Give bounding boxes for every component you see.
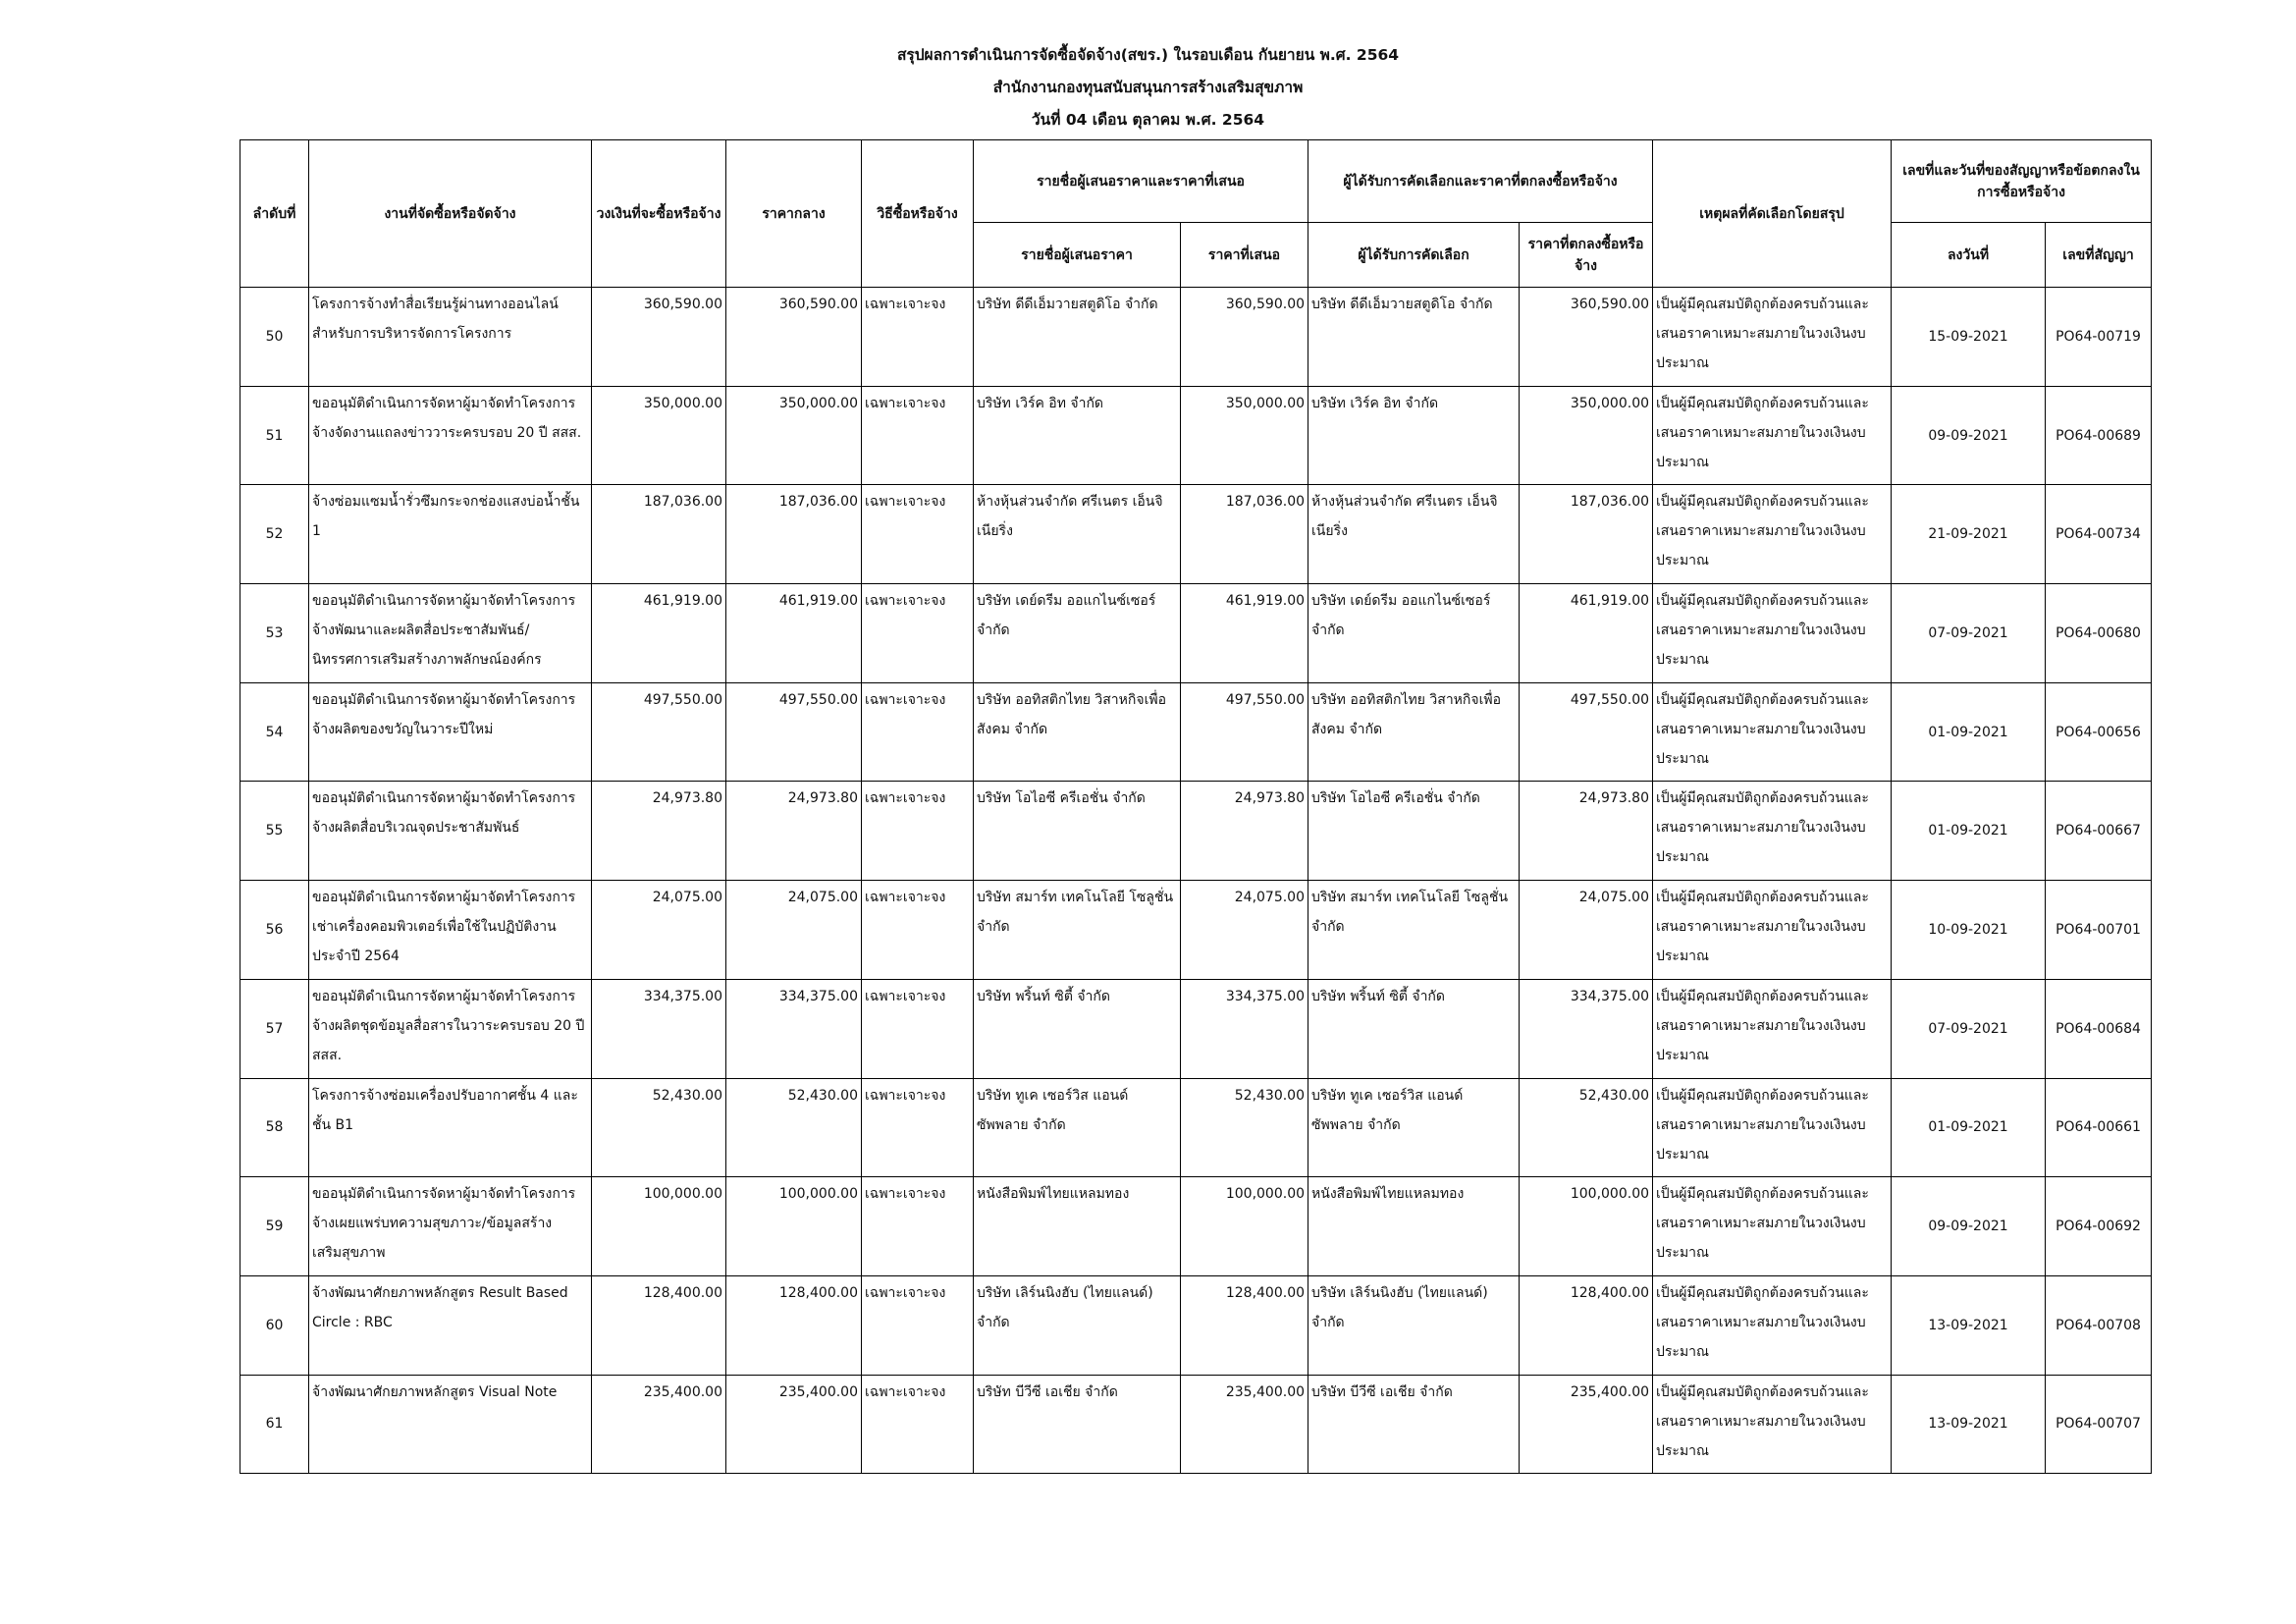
table-row [240, 1275, 2152, 1375]
cell-contract-date: 09-09-2021 [1892, 386, 2046, 485]
cell-contract-no: PO64-00692 [2046, 1177, 2152, 1276]
cell-selected-name: บริษัท บีวีซี เอเชีย จำกัด [1308, 1375, 1520, 1474]
cell-contract-no: PO64-00689 [2046, 386, 2152, 485]
table-row [240, 288, 2152, 387]
agency-name: สำนักงานกองทุนสนับสนุนการสร้างเสริมสุขภาพ [992, 79, 1304, 96]
cell-bid-price: 334,375.00 [1181, 979, 1308, 1078]
cell-budget: 100,000.00 [592, 1177, 726, 1276]
cell-contract-date: 10-09-2021 [1892, 881, 2046, 980]
cell-no: 59 [240, 1177, 309, 1276]
report-date: วันที่ 04 เดือน ตุลาคม พ.ศ. 2564 [1031, 111, 1265, 129]
cell-method: เฉพาะเจาะจง [862, 584, 974, 683]
cell-contract-no: PO64-00708 [2046, 1275, 2152, 1375]
cell-bidder-name: ห้างหุ้นส่วนจำกัด ศรีเนตร เอ็นจิเนียริ่ง [974, 485, 1181, 584]
cell-agreed-price: 24,075.00 [1520, 881, 1653, 980]
cell-selected-name: ห้างหุ้นส่วนจำกัด ศรีเนตร เอ็นจิเนียริ่ง [1308, 485, 1520, 584]
header-project: งานที่จัดซื้อหรือจัดจ้าง [309, 140, 592, 288]
cell-reason: เป็นผู้มีคุณสมบัติถูกต้องครบถ้วนและเสนอราคาเหมาะสมภายในวงเงินงบประมาณ [1653, 979, 1892, 1078]
cell-bid-price: 24,075.00 [1181, 881, 1308, 980]
cell-selected-name: บริษัท ดีดีเอ็มวายสตูดิโอ จำกัด [1308, 288, 1520, 387]
header-selected-group: ผู้ได้รับการคัดเลือกและราคาที่ตกลงซื้อหรือจ้าง [1308, 140, 1653, 223]
cell-bidder-name: บริษัท เลิร์นนิงฮับ (ไทยแลนด์) จำกัด [974, 1275, 1181, 1375]
cell-bidder-name: บริษัท ทูเค เซอร์วิส แอนด์ ซัพพลาย จำกัด [974, 1078, 1181, 1177]
cell-no: 58 [240, 1078, 309, 1177]
cell-project: ขออนุมัติดำเนินการจัดหาผู้มาจัดทำโครงการเช่าเครื่องคอมพิวเตอร์เพื่อใช้ในปฏิบัติงาน ประจำปี 2564 [309, 881, 592, 980]
cell-median-price: 128,400.00 [726, 1275, 862, 1375]
cell-contract-no: PO64-00680 [2046, 584, 2152, 683]
cell-method: เฉพาะเจาะจง [862, 1078, 974, 1177]
cell-contract-no: PO64-00656 [2046, 682, 2152, 782]
cell-bid-price: 52,430.00 [1181, 1078, 1308, 1177]
cell-median-price: 24,973.80 [726, 782, 862, 881]
cell-selected-name: หนังสือพิมพ์ไทยแหลมทอง [1308, 1177, 1520, 1276]
cell-agreed-price: 497,550.00 [1520, 682, 1653, 782]
header-bid-price: ราคาที่เสนอ [1181, 223, 1308, 288]
header-method: วิธีซื้อหรือจ้าง [862, 140, 974, 288]
cell-reason: เป็นผู้มีคุณสมบัติถูกต้องครบถ้วนและเสนอราคาเหมาะสมภายในวงเงินงบประมาณ [1653, 881, 1892, 980]
cell-selected-name: บริษัท สมาร์ท เทคโนโลยี โซลูชั่น จำกัด [1308, 881, 1520, 980]
cell-contract-no: PO64-00701 [2046, 881, 2152, 980]
cell-selected-name: บริษัท พริ้นท์ ซิตี้ จำกัด [1308, 979, 1520, 1078]
cell-contract-date: 09-09-2021 [1892, 1177, 2046, 1276]
cell-method: เฉพาะเจาะจง [862, 1177, 974, 1276]
cell-contract-date: 15-09-2021 [1892, 288, 2046, 387]
cell-agreed-price: 187,036.00 [1520, 485, 1653, 584]
cell-reason: เป็นผู้มีคุณสมบัติถูกต้องครบถ้วนและเสนอราคาเหมาะสมภายในวงเงินงบประมาณ [1653, 1177, 1892, 1276]
cell-budget: 497,550.00 [592, 682, 726, 782]
header-contract-no: เลขที่สัญญา [2046, 223, 2152, 288]
cell-project: โครงการจ้างซ่อมเครื่องปรับอากาศชั้น 4 และชั้น B1 [309, 1078, 592, 1177]
cell-agreed-price: 128,400.00 [1520, 1275, 1653, 1375]
cell-bidder-name: บริษัท เวิร์ค อิท จำกัด [974, 386, 1181, 485]
cell-agreed-price: 360,590.00 [1520, 288, 1653, 387]
cell-contract-date: 13-09-2021 [1892, 1375, 2046, 1474]
cell-bidder-name: บริษัท พริ้นท์ ซิตี้ จำกัด [974, 979, 1181, 1078]
cell-no: 60 [240, 1275, 309, 1375]
cell-project: โครงการจ้างทำสื่อเรียนรู้ผ่านทางออนไลน์สำหรับการบริหารจัดการโครงการ [309, 288, 592, 387]
cell-median-price: 360,590.00 [726, 288, 862, 387]
cell-method: เฉพาะเจาะจง [862, 1275, 974, 1375]
cell-reason: เป็นผู้มีคุณสมบัติถูกต้องครบถ้วนและเสนอราคาเหมาะสมภายในวงเงินงบประมาณ [1653, 584, 1892, 683]
cell-contract-no: PO64-00734 [2046, 485, 2152, 584]
cell-project: ขออนุมัติดำเนินการจัดหาผู้มาจัดทำโครงการจ้างเผยแพร่บทความสุขภาวะ/ข้อมูลสร้างเสริมสุขภาพ [309, 1177, 592, 1276]
cell-project: จ้างพัฒนาศักยภาพหลักสูตร Visual Note [309, 1375, 592, 1474]
cell-median-price: 24,075.00 [726, 881, 862, 980]
cell-agreed-price: 24,973.80 [1520, 782, 1653, 881]
cell-bid-price: 24,973.80 [1181, 782, 1308, 881]
cell-median-price: 334,375.00 [726, 979, 862, 1078]
cell-contract-date: 21-09-2021 [1892, 485, 2046, 584]
cell-bid-price: 187,036.00 [1181, 485, 1308, 584]
cell-budget: 128,400.00 [592, 1275, 726, 1375]
cell-project: ขออนุมัติดำเนินการจัดหาผู้มาจัดทำโครงการจ้างจัดงานแถลงข่าววาระครบรอบ 20 ปี สสส. [309, 386, 592, 485]
cell-contract-date: 01-09-2021 [1892, 1078, 2046, 1177]
cell-budget: 24,973.80 [592, 782, 726, 881]
cell-selected-name: บริษัท เดย์ดรีม ออแกไนซ์เซอร์ จำกัด [1308, 584, 1520, 683]
cell-budget: 24,075.00 [592, 881, 726, 980]
procurement-table [240, 139, 2152, 1474]
table-row [240, 1375, 2152, 1474]
cell-no: 53 [240, 584, 309, 683]
cell-median-price: 235,400.00 [726, 1375, 862, 1474]
cell-agreed-price: 334,375.00 [1520, 979, 1653, 1078]
cell-median-price: 52,430.00 [726, 1078, 862, 1177]
cell-bid-price: 128,400.00 [1181, 1275, 1308, 1375]
cell-reason: เป็นผู้มีคุณสมบัติถูกต้องครบถ้วนและเสนอราคาเหมาะสมภายในวงเงินงบประมาณ [1653, 1375, 1892, 1474]
table-row [240, 782, 2152, 881]
cell-reason: เป็นผู้มีคุณสมบัติถูกต้องครบถ้วนและเสนอราคาเหมาะสมภายในวงเงินงบประมาณ [1653, 682, 1892, 782]
cell-bidder-name: บริษัท สมาร์ท เทคโนโลยี โซลูชั่น จำกัด [974, 881, 1181, 980]
header-bidders-group: รายชื่อผู้เสนอราคาและราคาที่เสนอ [974, 140, 1308, 223]
cell-selected-name: บริษัท โอไอซี ครีเอชั่น จำกัด [1308, 782, 1520, 881]
cell-median-price: 100,000.00 [726, 1177, 862, 1276]
cell-method: เฉพาะเจาะจง [862, 1375, 974, 1474]
cell-contract-no: PO64-00684 [2046, 979, 2152, 1078]
header-bidder-name: รายชื่อผู้เสนอราคา [974, 223, 1181, 288]
cell-reason: เป็นผู้มีคุณสมบัติถูกต้องครบถ้วนและเสนอราคาเหมาะสมภายในวงเงินงบประมาณ [1653, 1275, 1892, 1375]
cell-budget: 334,375.00 [592, 979, 726, 1078]
cell-method: เฉพาะเจาะจง [862, 682, 974, 782]
cell-project: ขออนุมัติดำเนินการจัดหาผู้มาจัดทำโครงการจ้างพัฒนาและผลิตสื่อประชาสัมพันธ์/นิทรรศการเสริมสร้างภาพลักษณ์องค์กร [309, 584, 592, 683]
cell-budget: 360,590.00 [592, 288, 726, 387]
table-row [240, 881, 2152, 980]
cell-method: เฉพาะเจาะจง [862, 782, 974, 881]
cell-agreed-price: 52,430.00 [1520, 1078, 1653, 1177]
cell-median-price: 187,036.00 [726, 485, 862, 584]
header-reason: เหตุผลที่คัดเลือกโดยสรุป [1653, 140, 1892, 288]
cell-budget: 461,919.00 [592, 584, 726, 683]
cell-no: 52 [240, 485, 309, 584]
cell-bidder-name: บริษัท เดย์ดรีม ออแกไนซ์เซอร์ จำกัด [974, 584, 1181, 683]
cell-agreed-price: 461,919.00 [1520, 584, 1653, 683]
cell-bid-price: 350,000.00 [1181, 386, 1308, 485]
table-row [240, 1078, 2152, 1177]
cell-agreed-price: 100,000.00 [1520, 1177, 1653, 1276]
cell-bidder-name: หนังสือพิมพ์ไทยแหลมทอง [974, 1177, 1181, 1276]
cell-reason: เป็นผู้มีคุณสมบัติถูกต้องครบถ้วนและเสนอราคาเหมาะสมภายในวงเงินงบประมาณ [1653, 782, 1892, 881]
cell-no: 54 [240, 682, 309, 782]
cell-project: ขออนุมัติดำเนินการจัดหาผู้มาจัดทำโครงการจ้างผลิตของขวัญในวาระปีใหม่ [309, 682, 592, 782]
cell-method: เฉพาะเจาะจง [862, 485, 974, 584]
cell-bidder-name: บริษัท ดีดีเอ็มวายสตูดิโอ จำกัด [974, 288, 1181, 387]
cell-reason: เป็นผู้มีคุณสมบัติถูกต้องครบถ้วนและเสนอราคาเหมาะสมภายในวงเงินงบประมาณ [1653, 288, 1892, 387]
cell-contract-no: PO64-00707 [2046, 1375, 2152, 1474]
table-row [240, 584, 2152, 683]
cell-bid-price: 461,919.00 [1181, 584, 1308, 683]
header-budget: วงเงินที่จะซื้อหรือจ้าง [592, 140, 726, 288]
cell-no: 57 [240, 979, 309, 1078]
cell-selected-name: บริษัท ออทิสติกไทย วิสาหกิจเพื่อสังคม จำกัด [1308, 682, 1520, 782]
report-header [0, 39, 2296, 136]
cell-project: จ้างซ่อมแซมน้ำรั่วซึมกระจกช่องแสงบ่อน้ำชั้น 1 [309, 485, 592, 584]
cell-bid-price: 235,400.00 [1181, 1375, 1308, 1474]
cell-bidder-name: บริษัท บีวีซี เอเชีย จำกัด [974, 1375, 1181, 1474]
cell-project: ขออนุมัติดำเนินการจัดหาผู้มาจัดทำโครงการ จ้างผลิตสื่อบริเวณจุดประชาสัมพันธ์ [309, 782, 592, 881]
cell-project: ขออนุมัติดำเนินการจัดหาผู้มาจัดทำโครงการจ้างผลิตชุดข้อมูลสื่อสารในวาระครบรอบ 20 ปี สสส. [309, 979, 592, 1078]
cell-median-price: 350,000.00 [726, 386, 862, 485]
cell-agreed-price: 350,000.00 [1520, 386, 1653, 485]
cell-contract-no: PO64-00719 [2046, 288, 2152, 387]
cell-contract-date: 07-09-2021 [1892, 584, 2046, 683]
table-row [240, 1177, 2152, 1276]
cell-no: 61 [240, 1375, 309, 1474]
header-contract-group: เลขที่และวันที่ของสัญญาหรือข้อตกลงในการซื้อหรือจ้าง [1892, 140, 2152, 223]
cell-agreed-price: 235,400.00 [1520, 1375, 1653, 1474]
header-agreed-price: ราคาที่ตกลงซื้อหรือจ้าง [1520, 223, 1653, 288]
cell-method: เฉพาะเจาะจง [862, 288, 974, 387]
cell-budget: 187,036.00 [592, 485, 726, 584]
cell-method: เฉพาะเจาะจง [862, 386, 974, 485]
header-contract-date: ลงวันที่ [1892, 223, 2046, 288]
cell-bid-price: 100,000.00 [1181, 1177, 1308, 1276]
table-row [240, 386, 2152, 485]
cell-contract-date: 01-09-2021 [1892, 782, 2046, 881]
table-row [240, 682, 2152, 782]
cell-no: 51 [240, 386, 309, 485]
report-title: สรุปผลการดำเนินการจัดซื้อจัดจ้าง(สขร.) ในรอบเดือน กันยายน พ.ศ. 2564 [896, 46, 1400, 64]
cell-selected-name: บริษัท ทูเค เซอร์วิส แอนด์ ซัพพลาย จำกัด [1308, 1078, 1520, 1177]
cell-contract-date: 01-09-2021 [1892, 682, 2046, 782]
cell-method: เฉพาะเจาะจง [862, 881, 974, 980]
cell-no: 50 [240, 288, 309, 387]
cell-selected-name: บริษัท เลิร์นนิงฮับ (ไทยแลนด์) จำกัด [1308, 1275, 1520, 1375]
cell-reason: เป็นผู้มีคุณสมบัติถูกต้องครบถ้วนและเสนอราคาเหมาะสมภายในวงเงินงบประมาณ [1653, 485, 1892, 584]
cell-budget: 235,400.00 [592, 1375, 726, 1474]
cell-budget: 52,430.00 [592, 1078, 726, 1177]
cell-bid-price: 360,590.00 [1181, 288, 1308, 387]
table-row [240, 485, 2152, 584]
cell-reason: เป็นผู้มีคุณสมบัติถูกต้องครบถ้วนและเสนอราคาเหมาะสมภายในวงเงินงบประมาณ [1653, 386, 1892, 485]
header-selected-name: ผู้ได้รับการคัดเลือก [1308, 223, 1520, 288]
cell-median-price: 497,550.00 [726, 682, 862, 782]
cell-selected-name: บริษัท เวิร์ค อิท จำกัด [1308, 386, 1520, 485]
cell-project: จ้างพัฒนาศักยภาพหลักสูตร Result Based Circle : RBC [309, 1275, 592, 1375]
cell-contract-no: PO64-00661 [2046, 1078, 2152, 1177]
header-median-price: ราคากลาง [726, 140, 862, 288]
header-no: ลำดับที่ [240, 140, 309, 288]
cell-bid-price: 497,550.00 [1181, 682, 1308, 782]
cell-method: เฉพาะเจาะจง [862, 979, 974, 1078]
cell-bidder-name: บริษัท ออทิสติกไทย วิสาหกิจเพื่อสังคม จำกัด [974, 682, 1181, 782]
cell-no: 55 [240, 782, 309, 881]
cell-bidder-name: บริษัท โอไอซี ครีเอชั่น จำกัด [974, 782, 1181, 881]
cell-contract-no: PO64-00667 [2046, 782, 2152, 881]
cell-contract-date: 07-09-2021 [1892, 979, 2046, 1078]
cell-no: 56 [240, 881, 309, 980]
cell-contract-date: 13-09-2021 [1892, 1275, 2046, 1375]
cell-median-price: 461,919.00 [726, 584, 862, 683]
cell-reason: เป็นผู้มีคุณสมบัติถูกต้องครบถ้วนและเสนอราคาเหมาะสมภายในวงเงินงบประมาณ [1653, 1078, 1892, 1177]
cell-budget: 350,000.00 [592, 386, 726, 485]
table-row [240, 979, 2152, 1078]
